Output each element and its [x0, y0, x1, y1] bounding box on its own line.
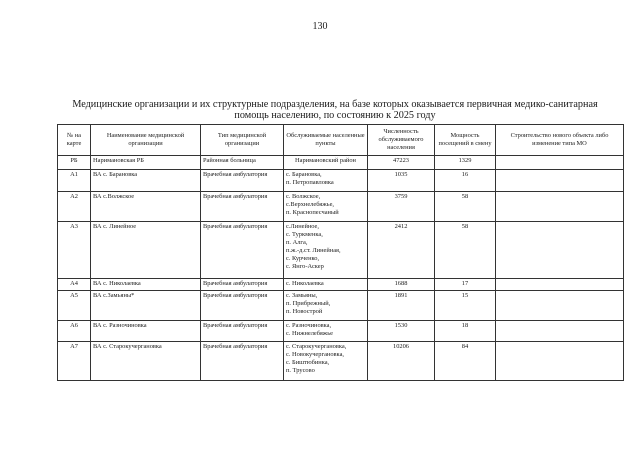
cell-population: 1035: [368, 170, 435, 192]
cell-population: 3759: [368, 192, 435, 222]
locality: с. Биштюбинка,: [286, 359, 330, 367]
cell-population: 47223: [368, 156, 435, 170]
cell-capacity: 18: [435, 321, 496, 342]
cell-map-number: РБ: [58, 156, 91, 170]
cell-capacity: 58: [435, 192, 496, 222]
organizations-table: [57, 124, 624, 381]
header-org-name: Наименование медицинской организации: [91, 125, 201, 156]
cell-localities: [284, 192, 368, 222]
table-row: [58, 192, 624, 222]
locality: с. Николаевка: [286, 280, 324, 287]
cell-construction: [496, 279, 624, 291]
cell-org-type: Врачебная амбулатория: [201, 321, 284, 342]
cell-population: 1891: [368, 291, 435, 321]
cell-map-number: А2: [58, 192, 91, 222]
locality: п. Алга,: [286, 239, 308, 247]
cell-localities: [284, 156, 368, 170]
locality: с. Барановка,: [286, 171, 322, 178]
cell-org-name: ВА с.Волжское: [91, 192, 201, 222]
table-row: [58, 291, 624, 321]
cell-population: 2412: [368, 222, 435, 279]
table-row: [58, 170, 624, 192]
locality: с.Верхнелебяжье,: [286, 201, 335, 209]
cell-org-type: Врачебная амбулатория: [201, 192, 284, 222]
cell-population: 10206: [368, 342, 435, 381]
locality: с. Волжское,: [286, 193, 321, 200]
locality: п. Трусово: [286, 367, 315, 375]
cell-org-type: Врачебная амбулатория: [201, 279, 284, 291]
cell-localities: [284, 279, 368, 291]
table-row: [58, 321, 624, 342]
cell-org-name: ВА с. Барановка: [91, 170, 201, 192]
locality: с. Старокучергановка,: [286, 343, 347, 350]
document-title: [40, 99, 630, 121]
table-header-row: [58, 125, 624, 156]
header-population: Численность обслуживаемого населения: [368, 125, 435, 156]
locality: с. Нижнелебяжье: [286, 330, 333, 338]
header-capacity: Мощность посещений в смену: [435, 125, 496, 156]
locality: с.Линейное,: [286, 223, 319, 230]
title-line-1: Медицинские организации и их структурные подразделения, на базе которых оказывается первичная медико-санитарная: [72, 99, 598, 110]
locality: п.ж.-д.ст. Линейная,: [286, 247, 341, 255]
cell-org-name: ВА с. Николаевка: [91, 279, 201, 291]
cell-population: 1530: [368, 321, 435, 342]
header-localities: Обслуживаемые населенные пункты: [284, 125, 368, 156]
cell-map-number: А6: [58, 321, 91, 342]
cell-localities: [284, 342, 368, 381]
locality: с. Замьяны,: [286, 292, 318, 299]
table-row: [58, 279, 624, 291]
cell-capacity: 15: [435, 291, 496, 321]
cell-org-type: Врачебная амбулатория: [201, 170, 284, 192]
locality: п. Новострой: [286, 308, 323, 316]
cell-capacity: 58: [435, 222, 496, 279]
table-row: [58, 156, 624, 170]
cell-map-number: А1: [58, 170, 91, 192]
cell-capacity: 1329: [435, 156, 496, 170]
locality: Наримановский район: [295, 157, 356, 164]
header-map-number: № на карте: [58, 125, 91, 156]
cell-org-name: Наримановская РБ: [91, 156, 201, 170]
table-row: [58, 342, 624, 381]
title-line-2: помощь населению, по состоянию к 2025 году: [234, 110, 436, 121]
cell-org-name: ВА с. Старокучергановка: [91, 342, 201, 381]
locality: п. Петропавловка: [286, 179, 334, 187]
header-construction: Строительство нового объекта либо изменение типа МО: [496, 125, 624, 156]
cell-localities: [284, 291, 368, 321]
cell-capacity: 16: [435, 170, 496, 192]
locality: п. Краснопесчаный: [286, 209, 339, 217]
locality: п. Прибрежный,: [286, 300, 331, 308]
cell-construction: [496, 192, 624, 222]
cell-construction: [496, 222, 624, 279]
cell-org-name: ВА с. Разночиновка: [91, 321, 201, 342]
cell-localities: [284, 170, 368, 192]
cell-localities: [284, 321, 368, 342]
locality: с. Янго-Аскер: [286, 263, 324, 271]
cell-construction: [496, 321, 624, 342]
locality: с. Разночиновка,: [286, 322, 332, 329]
table-row: [58, 222, 624, 279]
cell-map-number: А4: [58, 279, 91, 291]
cell-org-name: ВА с.Замьяны*: [91, 291, 201, 321]
locality: с. Курченко,: [286, 255, 320, 263]
cell-population: 1688: [368, 279, 435, 291]
page-number: 130: [312, 21, 328, 32]
cell-org-type: Районная больница: [201, 156, 284, 170]
cell-map-number: А3: [58, 222, 91, 279]
cell-org-type: Врачебная амбулатория: [201, 222, 284, 279]
cell-map-number: А7: [58, 342, 91, 381]
cell-construction: [496, 170, 624, 192]
cell-construction: [496, 156, 624, 170]
cell-construction: [496, 291, 624, 321]
cell-localities: [284, 222, 368, 279]
cell-capacity: 84: [435, 342, 496, 381]
cell-org-type: Врачебная амбулатория: [201, 291, 284, 321]
cell-capacity: 17: [435, 279, 496, 291]
cell-map-number: А5: [58, 291, 91, 321]
locality: с. Новокучергановка,: [286, 351, 344, 359]
cell-org-name: ВА с. Линейное: [91, 222, 201, 279]
cell-construction: [496, 342, 624, 381]
locality: с. Туркменка,: [286, 231, 323, 239]
cell-org-type: Врачебная амбулатория: [201, 342, 284, 381]
header-org-type: Тип медицинской организации: [201, 125, 284, 156]
